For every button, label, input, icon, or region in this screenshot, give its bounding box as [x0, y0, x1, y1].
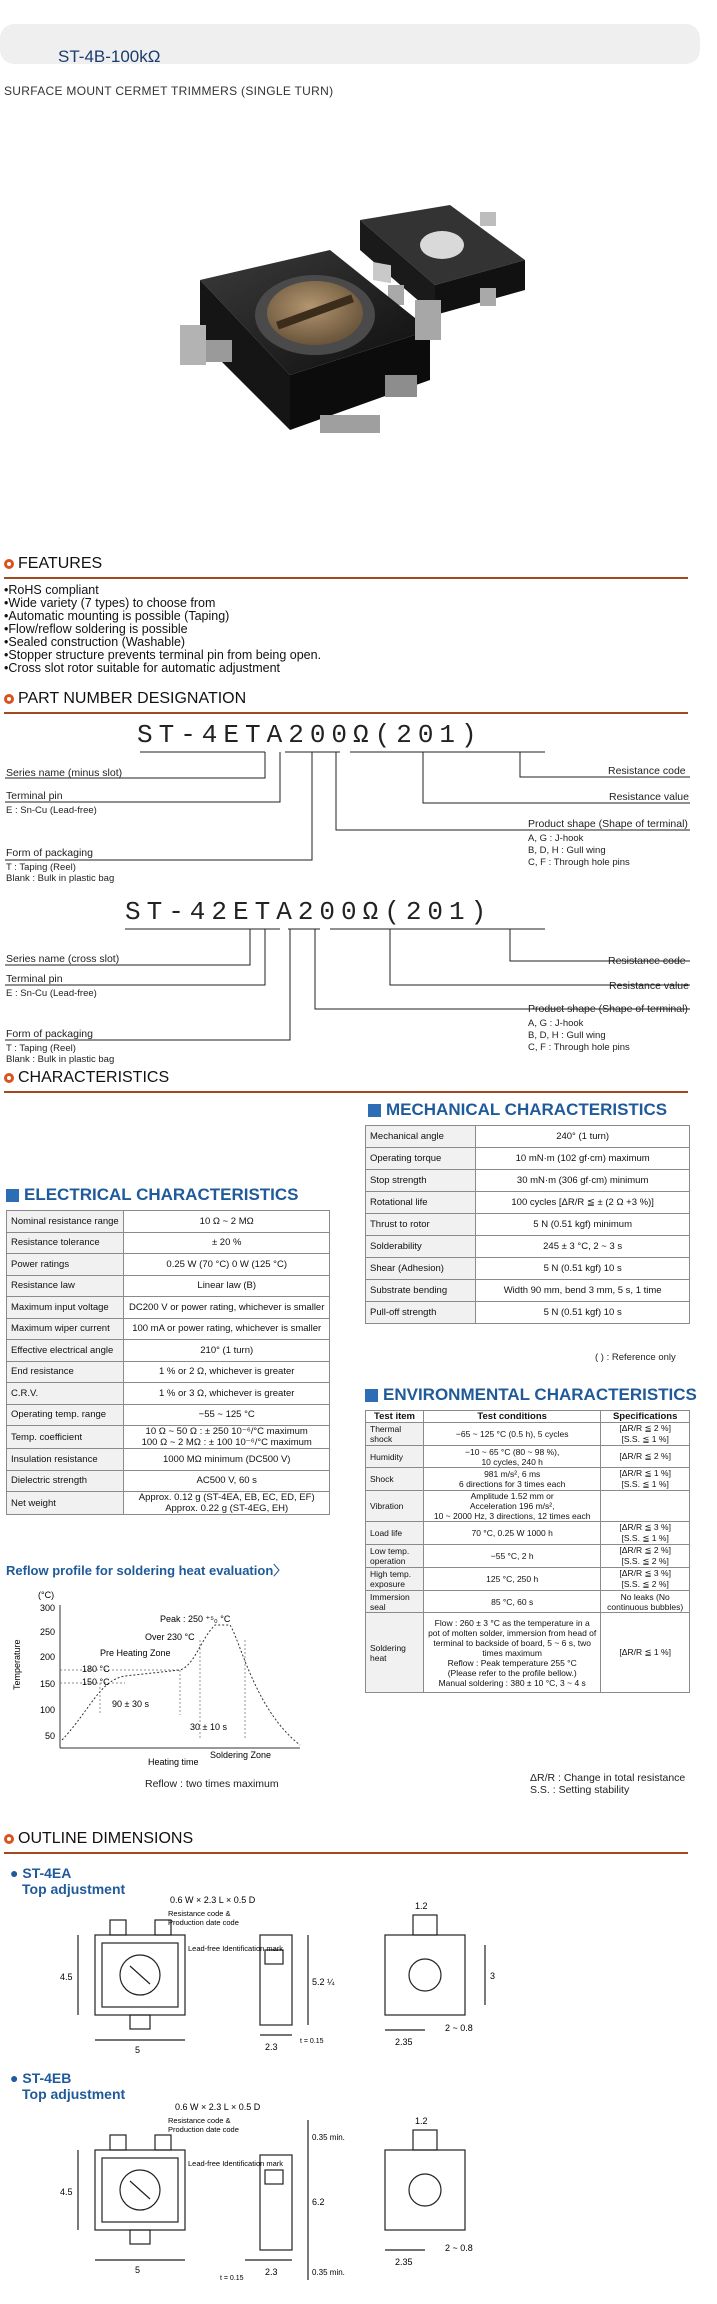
electrical-row-cell: Power ratings — [7, 1254, 124, 1276]
slot-dim: 0.6 W × 2.3 L × 0.5 D — [170, 1895, 256, 1905]
env-header-test-item: Test item — [366, 1411, 424, 1423]
dim-h: 4.5 — [60, 1972, 73, 1982]
environmental-row-cell: [ΔR/R ≦ 3 %] [S.S. ≦ 1 %] — [601, 1522, 690, 1545]
mechanical-row — [366, 1214, 690, 1236]
resistance-value-label: Resistance value — [609, 980, 689, 992]
environmental-row-cell: Amplitude 1.52 mm or Acceleration 196 m/s², 10 ~ 2000 Hz, 3 directions, 12 times each — [424, 1491, 601, 1522]
t180-label: 180 °C — [82, 1664, 110, 1674]
dim-b: 2.35 — [395, 2037, 413, 2047]
reflow-chart — [0, 1580, 345, 1780]
page-title: ST-4B-100kΩ — [58, 47, 161, 66]
environmental-row-cell: Thermal shock — [366, 1423, 424, 1446]
y-axis-label: Temperature — [12, 1639, 22, 1690]
product-shape-label: Product shape (Shape of terminal) — [528, 1003, 688, 1015]
environmental-row — [366, 1491, 690, 1522]
shape-jhook: A, G : J-hook — [528, 1018, 584, 1029]
model-name: ● ST-4EB — [10, 2070, 72, 2086]
electrical-row — [7, 1426, 330, 1449]
electrical-row — [7, 1383, 330, 1405]
mechanical-row-cell: Rotational life — [366, 1192, 476, 1214]
dim-b: 2.35 — [395, 2257, 413, 2267]
mechanical-row-cell: Shear (Adhesion) — [366, 1258, 476, 1280]
features-heading: FEATURES — [4, 555, 102, 573]
electrical-row-cell: C.R.V. — [7, 1383, 124, 1405]
mechanical-row — [366, 1280, 690, 1302]
electrical-row-cell: DC200 V or power rating, whichever is smaller — [124, 1297, 330, 1319]
product-photo — [180, 190, 540, 500]
electrical-row-cell: 0.25 W (70 °C) 0 W (125 °C) — [124, 1254, 330, 1276]
electrical-row — [7, 1275, 330, 1297]
electrical-row — [7, 1449, 330, 1471]
mechanical-row-cell: 5 N (0.51 kgf) 10 s — [476, 1258, 690, 1280]
environmental-row — [366, 1568, 690, 1591]
mechanical-row-cell: Stop strength — [366, 1170, 476, 1192]
tick-50: 50 — [44, 1731, 55, 1741]
environmental-row-cell: Flow : 260 ± 3 °C as the temperature in a pot of molten solder, immersion from head of terminal to backside of board, 5 ~ 6 s, two times maximum Reflow : Peak temperature 255 °C (Please refer to the profile bellow.) Manual soldering : 380 ± 10 °C, 3 ~ 4 s — [424, 1613, 601, 1693]
electrical-row-cell: Resistance law — [7, 1275, 124, 1297]
series-name-label: Series name (minus slot) — [6, 767, 123, 779]
packaging-taping: T : Taping (Reel) — [6, 1043, 76, 1054]
section-rule — [4, 1852, 688, 1854]
environmental-row-cell: −10 ~ 65 °C (80 ~ 98 %), 10 cycles, 240 h — [424, 1446, 601, 1468]
environmental-row — [366, 1613, 690, 1693]
electrical-row — [7, 1254, 330, 1276]
mechanical-row — [366, 1236, 690, 1258]
electrical-row-cell: 210° (1 turn) — [124, 1340, 330, 1362]
duration-90: 90 ± 30 s — [112, 1699, 149, 1709]
environmental-row-cell: Humidity — [366, 1446, 424, 1468]
dim-side-h: 6.2 — [312, 2197, 325, 2207]
dim-min-1: 0.35 min. — [312, 2133, 345, 2142]
reflow-title: Reflow profile for soldering heat evaluation〉 — [6, 1563, 287, 1578]
feature-item: • Stopper structure prevents terminal pin from being open. — [4, 649, 321, 662]
electrical-row-cell: Insulation resistance — [7, 1449, 124, 1471]
dim-side-w: 2.3 — [265, 2042, 278, 2052]
packaging-label: Form of packaging — [6, 1028, 93, 1040]
environmental-row-cell: Soldering heat — [366, 1613, 424, 1693]
unit-label: (°C) — [38, 1590, 55, 1600]
env-header-specs: Specifications — [601, 1411, 690, 1423]
packaging-bulk: Blank : Bulk in plastic bag — [6, 1054, 115, 1065]
model-name: ● ST-4EA — [10, 1865, 72, 1881]
env-header-conditions: Test conditions — [424, 1411, 601, 1423]
dim-w: 5 — [135, 2265, 141, 2275]
dim-top: 1.2 — [415, 2116, 428, 2126]
dim-w: 5 — [135, 2045, 141, 2055]
dim-r: 3 — [490, 1971, 496, 1981]
electrical-row-cell: Net weight — [7, 1492, 124, 1515]
reflow-caption: Reflow : two times maximum — [145, 1778, 279, 1790]
electrical-row-cell: 10 Ω ~ 2 MΩ — [124, 1211, 330, 1233]
electrical-row-cell: Temp. coefficient — [7, 1426, 124, 1449]
environmental-row-cell: −55 °C, 2 h — [424, 1545, 601, 1568]
section-bullet-icon — [4, 1073, 14, 1083]
resistance-value-label: Resistance value — [609, 791, 689, 803]
environmental-title: ENVIRONMENTAL CHARACTERISTICS — [365, 1385, 697, 1405]
part-code-1: ST-4ETA200Ω(201) — [137, 720, 483, 750]
environmental-row-cell: [ΔR/R ≦ 2 %] [S.S. ≦ 2 %] — [601, 1545, 690, 1568]
square-bullet-icon — [368, 1104, 381, 1117]
environmental-row-cell: 70 °C, 0.25 W 1000 h — [424, 1522, 601, 1545]
mechanical-row — [366, 1192, 690, 1214]
electrical-row — [7, 1211, 330, 1233]
environmental-row — [366, 1446, 690, 1468]
outline-drawing-ea — [50, 1895, 690, 2060]
outline-drawing-eb — [50, 2100, 690, 2300]
electrical-row-cell: 1 % or 2 Ω, whichever is greater — [124, 1361, 330, 1383]
electrical-row-cell: AC500 V, 60 s — [124, 1470, 330, 1492]
shape-jhook: A, G : J-hook — [528, 833, 584, 844]
section-bullet-icon — [4, 559, 14, 569]
mechanical-row-cell: 5 N (0.51 kgf) 10 s — [476, 1302, 690, 1324]
over-label: Over 230 °C — [145, 1632, 195, 1642]
peak-label: Peak : 250 ⁺⁵₀ °C — [160, 1614, 231, 1624]
section-rule — [4, 712, 688, 714]
reference-note: ( ) : Reference only — [595, 1352, 676, 1363]
mechanical-row-cell: Substrate bending — [366, 1280, 476, 1302]
environmental-row-cell: −65 ~ 125 °C (0.5 h), 5 cycles — [424, 1423, 601, 1446]
features-list — [4, 584, 321, 675]
code-label: Resistance code & — [168, 1909, 231, 1918]
mechanical-row-cell: Mechanical angle — [366, 1126, 476, 1148]
mechanical-row-cell: 245 ± 3 °C, 2 ~ 3 s — [476, 1236, 690, 1258]
electrical-row — [7, 1404, 330, 1426]
shape-gullwing: B, D, H : Gull wing — [528, 1030, 606, 1041]
mechanical-row-cell: 5 N (0.51 kgf) minimum — [476, 1214, 690, 1236]
mechanical-row-cell: Pull-off strength — [366, 1302, 476, 1324]
environmental-row-cell: Vibration — [366, 1491, 424, 1522]
dim-min-2: 0.35 min. — [312, 2268, 345, 2277]
mechanical-table — [365, 1125, 690, 1324]
leadfree-label: Lead-free Identification mark — [188, 1944, 284, 1953]
electrical-row-cell: 10 Ω ~ 50 Ω : ± 250 10⁻⁶/°C maximum 100 Ω ~ 2 MΩ : ± 100 10⁻⁶/°C maximum — [124, 1426, 330, 1449]
packaging-bulk: Blank : Bulk in plastic bag — [6, 873, 115, 884]
mechanical-row-cell: 100 cycles [ΔR/R ≦ ± (2 Ω +3 %)] — [476, 1192, 690, 1214]
square-bullet-icon — [6, 1189, 19, 1202]
dim-side-w: 2.3 — [265, 2267, 278, 2277]
tick-300: 300 — [39, 1603, 55, 1613]
code-label: Resistance code & — [168, 2116, 231, 2125]
electrical-title: ELECTRICAL CHARACTERISTICS — [6, 1185, 299, 1205]
feature-item: • Automatic mounting is possible (Taping) — [4, 610, 321, 623]
environmental-row-cell: Shock — [366, 1468, 424, 1491]
mechanical-row-cell: 240° (1 turn) — [476, 1126, 690, 1148]
feature-item: • RoHS compliant — [4, 584, 321, 597]
environmental-row — [366, 1545, 690, 1568]
environmental-row-cell: High temp. exposure — [366, 1568, 424, 1591]
environmental-row-cell: [ΔR/R ≦ 3 %] [S.S. ≦ 2 %] — [601, 1568, 690, 1591]
feature-item: • Flow/reflow soldering is possible — [4, 623, 321, 636]
t150-label: 150 °C — [82, 1677, 110, 1687]
product-shape-label: Product shape (Shape of terminal) — [528, 818, 688, 830]
feature-item: • Cross slot rotor suitable for automatic adjustment — [4, 662, 321, 675]
adjustment-type: Top adjustment — [22, 2086, 126, 2102]
electrical-row-cell: ± 20 % — [124, 1232, 330, 1254]
section-rule — [4, 1091, 688, 1093]
electrical-row-cell: Maximum wiper current — [7, 1318, 124, 1340]
mechanical-row — [366, 1148, 690, 1170]
environmental-row-cell: [ΔR/R ≦ 2 %] [S.S. ≦ 1 %] — [601, 1423, 690, 1446]
slot-dim: 0.6 W × 2.3 L × 0.5 D — [175, 2102, 261, 2112]
terminal-pin-option: E : Sn-Cu (Lead-free) — [6, 988, 97, 999]
section-bullet-icon — [4, 694, 14, 704]
electrical-row-cell: Resistance tolerance — [7, 1232, 124, 1254]
soldering-zone-label: Soldering Zone — [210, 1750, 272, 1760]
shape-gullwing: B, D, H : Gull wing — [528, 845, 606, 856]
environmental-row-cell: 85 °C, 60 s — [424, 1591, 601, 1613]
mechanical-row-cell: 10 mN·m (102 gf·cm) maximum — [476, 1148, 690, 1170]
electrical-row-cell: Effective electrical angle — [7, 1340, 124, 1362]
dim-bl: 2 ~ 0.8 — [445, 2023, 473, 2033]
dim-top: 1.2 — [415, 1901, 428, 1911]
packaging-taping: T : Taping (Reel) — [6, 862, 76, 873]
section-bullet-icon — [4, 1834, 14, 1844]
environmental-row-cell: No leaks (No continuous bubbles) — [601, 1591, 690, 1613]
environmental-row-cell: [ΔR/R ≦ 1 %] — [601, 1613, 690, 1693]
electrical-row-cell: Linear law (B) — [124, 1275, 330, 1297]
shape-throughhole: C, F : Through hole pins — [528, 1042, 630, 1053]
shape-throughhole: C, F : Through hole pins — [528, 857, 630, 868]
part-code-2: ST-42ETA200Ω(201) — [125, 897, 493, 927]
square-bullet-icon — [365, 1389, 378, 1402]
adjustment-type: Top adjustment — [22, 1881, 126, 1897]
electrical-row-cell: 1 % or 3 Ω, whichever is greater — [124, 1383, 330, 1405]
electrical-row — [7, 1361, 330, 1383]
packaging-label: Form of packaging — [6, 847, 93, 859]
mechanical-title: MECHANICAL CHARACTERISTICS — [368, 1100, 667, 1120]
feature-item: • Wide variety (7 types) to choose from — [4, 597, 321, 610]
environmental-row — [366, 1423, 690, 1446]
legend-delta: ΔR/R : Change in total resistance — [530, 1772, 686, 1784]
environmental-row — [366, 1591, 690, 1613]
heating-time-label: Heating time — [148, 1757, 199, 1767]
outline-heading: OUTLINE DIMENSIONS — [4, 1830, 193, 1848]
electrical-row-cell: 100 mA or power rating, whichever is smaller — [124, 1318, 330, 1340]
electrical-row-cell: Maximum input voltage — [7, 1297, 124, 1319]
tick-250: 250 — [39, 1627, 55, 1637]
environmental-row-cell — [601, 1491, 690, 1522]
pnd-heading: PART NUMBER DESIGNATION — [4, 690, 246, 708]
mechanical-row-cell: Solderability — [366, 1236, 476, 1258]
mechanical-row — [366, 1170, 690, 1192]
environmental-row-cell: Immersion seal — [366, 1591, 424, 1613]
electrical-row-cell: Dielectric strength — [7, 1470, 124, 1492]
series-name-label: Series name (cross slot) — [6, 953, 120, 965]
electrical-row — [7, 1470, 330, 1492]
terminal-pin-option: E : Sn-Cu (Lead-free) — [6, 805, 97, 816]
mechanical-row — [366, 1126, 690, 1148]
electrical-row — [7, 1232, 330, 1254]
dim-t: t = 0.15 — [220, 2275, 244, 2282]
electrical-row-cell: 1000 MΩ minimum (DC500 V) — [124, 1449, 330, 1471]
terminal-pin-label: Terminal pin — [6, 973, 63, 985]
environmental-row-cell: Low temp. operation — [366, 1545, 424, 1568]
mechanical-row-cell: Operating torque — [366, 1148, 476, 1170]
tick-150: 150 — [39, 1679, 55, 1689]
resistance-code-label: Resistance code — [608, 955, 686, 967]
electrical-row-cell: End resistance — [7, 1361, 124, 1383]
mechanical-row-cell: Width 90 mm, bend 3 mm, 5 s, 1 time — [476, 1280, 690, 1302]
mechanical-row — [366, 1258, 690, 1280]
electrical-row-cell: Operating temp. range — [7, 1404, 124, 1426]
environmental-table — [365, 1410, 690, 1693]
electrical-row — [7, 1492, 330, 1515]
preheat-label: Pre Heating Zone — [100, 1648, 171, 1658]
dim-bl: 2 ~ 0.8 — [445, 2243, 473, 2253]
tick-200: 200 — [39, 1652, 55, 1662]
tick-100: 100 — [39, 1705, 55, 1715]
environmental-row — [366, 1522, 690, 1545]
environmental-row-cell: Load life — [366, 1522, 424, 1545]
code-label-2: Production date code — [168, 2125, 239, 2134]
electrical-row — [7, 1318, 330, 1340]
characteristics-heading: CHARACTERISTICS — [4, 1069, 169, 1087]
mechanical-row-cell: Thrust to rotor — [366, 1214, 476, 1236]
environmental-row-cell: 125 °C, 250 h — [424, 1568, 601, 1591]
electrical-row-cell: Approx. 0.12 g (ST-4EA, EB, EC, ED, EF) Approx. 0.22 g (ST-4EG, EH) — [124, 1492, 330, 1515]
feature-item: • Sealed construction (Washable) — [4, 636, 321, 649]
code-label-2: Production date code — [168, 1918, 239, 1927]
environmental-row-cell: 981 m/s², 6 ms 6 directions for 3 times each — [424, 1468, 601, 1491]
duration-30: 30 ± 10 s — [190, 1722, 227, 1732]
dim-side-h: 5.2 ¼ — [312, 1977, 335, 1987]
dim-t: t = 0.15 — [300, 2038, 324, 2045]
legend-ss: S.S. : Setting stability — [530, 1784, 630, 1796]
leadfree-label: Lead-free Identification mark — [188, 2159, 284, 2168]
mechanical-row-cell: 30 mN·m (306 gf·cm) minimum — [476, 1170, 690, 1192]
terminal-pin-label: Terminal pin — [6, 790, 63, 802]
environmental-row-cell: [ΔR/R ≦ 2 %] — [601, 1446, 690, 1468]
resistance-code-label: Resistance code — [608, 765, 686, 777]
dim-h: 4.5 — [60, 2187, 73, 2197]
electrical-row-cell: Nominal resistance range — [7, 1211, 124, 1233]
electrical-row — [7, 1340, 330, 1362]
mechanical-row — [366, 1302, 690, 1324]
electrical-row — [7, 1297, 330, 1319]
electrical-row-cell: −55 ~ 125 °C — [124, 1404, 330, 1426]
environmental-row-cell: [ΔR/R ≦ 1 %] [S.S. ≦ 1 %] — [601, 1468, 690, 1491]
environmental-row — [366, 1468, 690, 1491]
section-rule — [4, 577, 688, 579]
electrical-table — [6, 1210, 330, 1515]
page-subtitle: SURFACE MOUNT CERMET TRIMMERS (SINGLE TURN) — [4, 84, 334, 98]
